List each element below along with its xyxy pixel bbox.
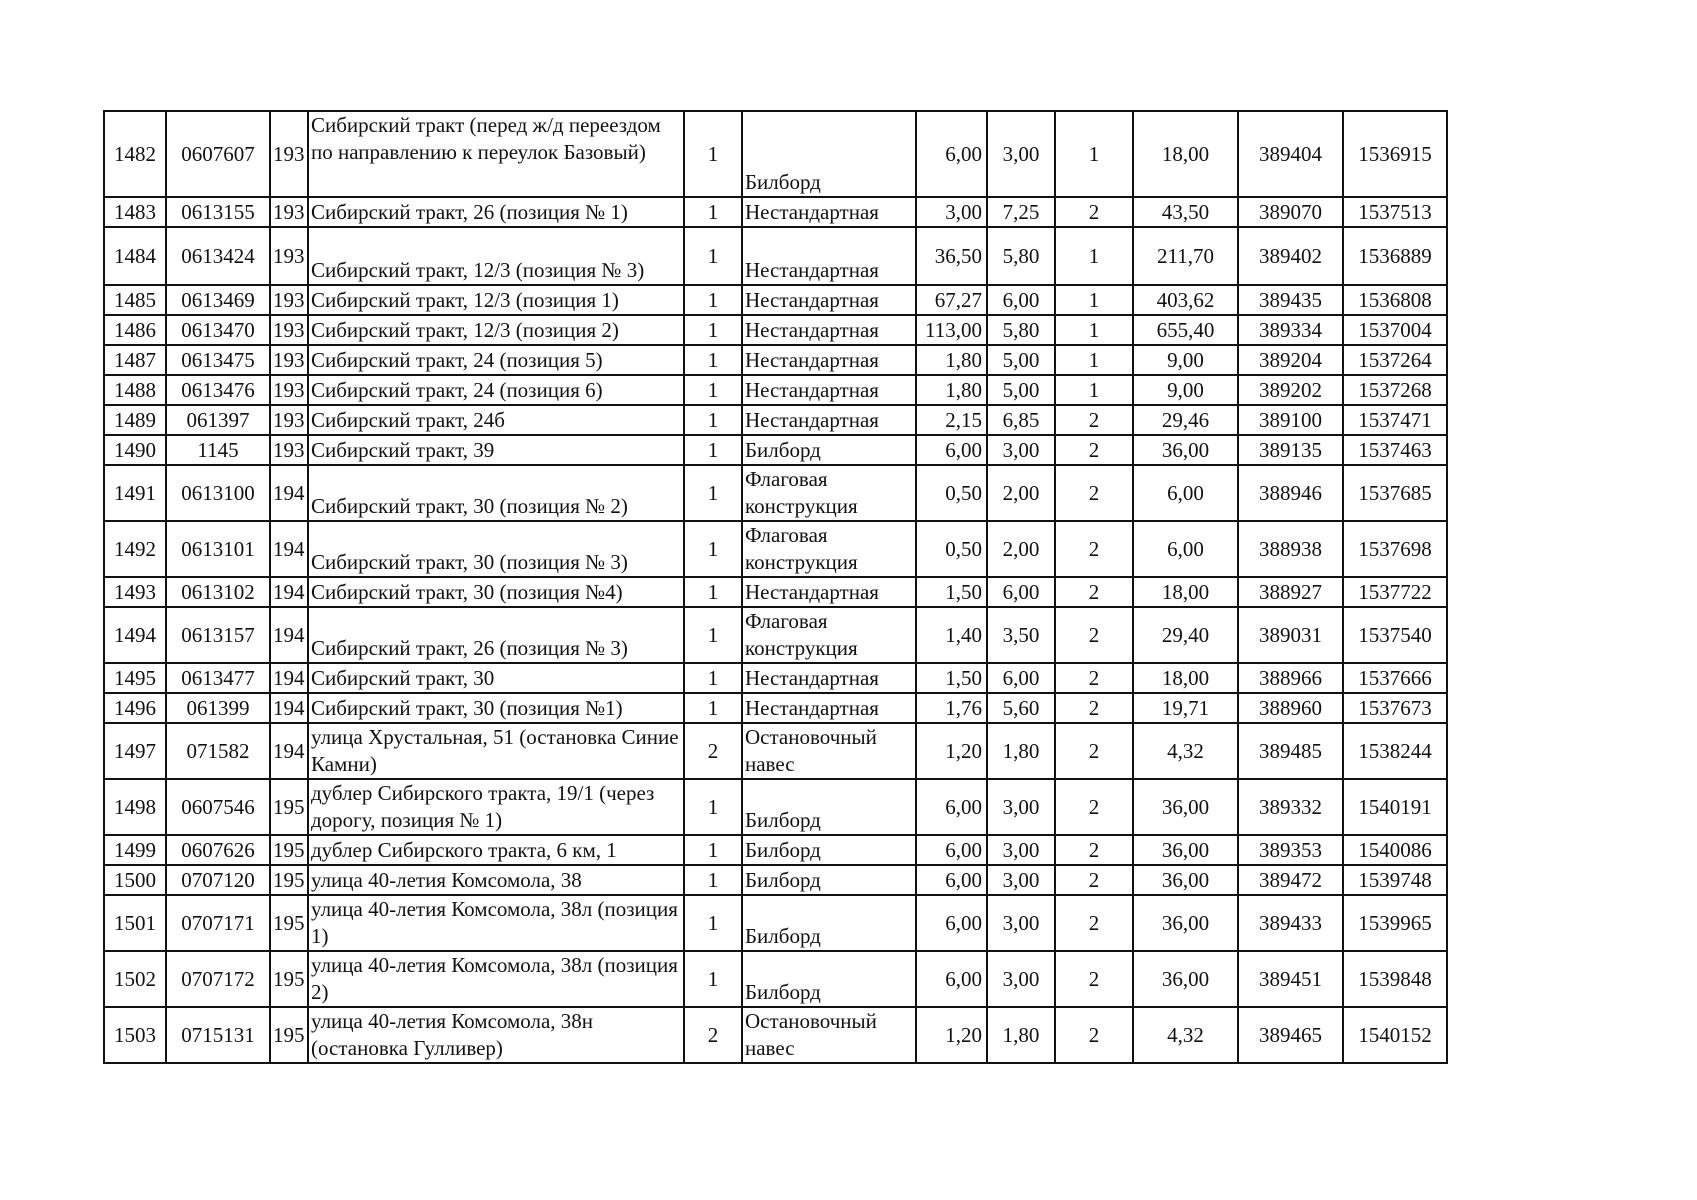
height: 3,00 bbox=[987, 835, 1055, 865]
page-number: 193 bbox=[270, 197, 308, 227]
width: 3,00 bbox=[916, 197, 987, 227]
table-row bbox=[104, 315, 1447, 345]
coord-x: 389402 bbox=[1238, 227, 1343, 285]
width: 113,00 bbox=[916, 315, 987, 345]
row-number: 1497 bbox=[104, 723, 166, 779]
table-row bbox=[104, 865, 1447, 895]
area: 36,00 bbox=[1133, 835, 1238, 865]
quantity: 1 bbox=[684, 607, 742, 663]
construction-type: Нестандартная bbox=[742, 345, 916, 375]
coord-x: 389135 bbox=[1238, 435, 1343, 465]
row-number: 1485 bbox=[104, 285, 166, 315]
page-number: 193 bbox=[270, 405, 308, 435]
width: 6,00 bbox=[916, 111, 987, 197]
width: 6,00 bbox=[916, 951, 987, 1007]
width: 1,76 bbox=[916, 693, 987, 723]
construction-type: Нестандартная bbox=[742, 375, 916, 405]
permit-code: 0613101 bbox=[166, 521, 270, 577]
sides: 1 bbox=[1055, 345, 1133, 375]
quantity: 1 bbox=[684, 197, 742, 227]
coord-x: 389353 bbox=[1238, 835, 1343, 865]
sides: 2 bbox=[1055, 405, 1133, 435]
coord-x: 388938 bbox=[1238, 521, 1343, 577]
table-row bbox=[104, 895, 1447, 951]
coord-x: 389404 bbox=[1238, 111, 1343, 197]
page-number: 193 bbox=[270, 375, 308, 405]
permit-code: 0613155 bbox=[166, 197, 270, 227]
coord-y: 1539748 bbox=[1343, 865, 1447, 895]
coord-y: 1536889 bbox=[1343, 227, 1447, 285]
width: 1,80 bbox=[916, 375, 987, 405]
construction-type: Флаговая конструкция bbox=[742, 521, 916, 577]
construction-type: Нестандартная bbox=[742, 227, 916, 285]
row-number: 1499 bbox=[104, 835, 166, 865]
row-number: 1483 bbox=[104, 197, 166, 227]
area: 18,00 bbox=[1133, 577, 1238, 607]
height: 3,00 bbox=[987, 865, 1055, 895]
area: 403,62 bbox=[1133, 285, 1238, 315]
sides: 2 bbox=[1055, 865, 1133, 895]
page-number: 195 bbox=[270, 865, 308, 895]
table-row bbox=[104, 663, 1447, 693]
table-row bbox=[104, 577, 1447, 607]
coord-x: 389451 bbox=[1238, 951, 1343, 1007]
registry-table bbox=[103, 110, 1448, 1064]
coord-y: 1537471 bbox=[1343, 405, 1447, 435]
address: Сибирский тракт, 24 (позиция 6) bbox=[308, 375, 684, 405]
row-number: 1489 bbox=[104, 405, 166, 435]
permit-code: 071582 bbox=[166, 723, 270, 779]
quantity: 1 bbox=[684, 435, 742, 465]
area: 36,00 bbox=[1133, 779, 1238, 835]
table-row bbox=[104, 375, 1447, 405]
sides: 2 bbox=[1055, 607, 1133, 663]
height: 1,80 bbox=[987, 1007, 1055, 1063]
height: 3,50 bbox=[987, 607, 1055, 663]
page-number: 195 bbox=[270, 779, 308, 835]
coord-y: 1539848 bbox=[1343, 951, 1447, 1007]
sides: 1 bbox=[1055, 285, 1133, 315]
page-number: 195 bbox=[270, 895, 308, 951]
address: Сибирский тракт, 30 (позиция № 3) bbox=[308, 521, 684, 577]
area: 36,00 bbox=[1133, 951, 1238, 1007]
quantity: 1 bbox=[684, 835, 742, 865]
address: Сибирский тракт, 24 (позиция 5) bbox=[308, 345, 684, 375]
height: 3,00 bbox=[987, 779, 1055, 835]
width: 1,50 bbox=[916, 663, 987, 693]
sides: 2 bbox=[1055, 693, 1133, 723]
address: Сибирский тракт, 30 (позиция № 2) bbox=[308, 465, 684, 521]
row-number: 1502 bbox=[104, 951, 166, 1007]
row-number: 1486 bbox=[104, 315, 166, 345]
height: 6,00 bbox=[987, 577, 1055, 607]
table-row bbox=[104, 723, 1447, 779]
construction-type: Флаговая конструкция bbox=[742, 465, 916, 521]
construction-type: Остановочный навес bbox=[742, 1007, 916, 1063]
quantity: 1 bbox=[684, 345, 742, 375]
address: улица 40-летия Комсомола, 38 bbox=[308, 865, 684, 895]
table-row bbox=[104, 435, 1447, 465]
page-number: 195 bbox=[270, 835, 308, 865]
table-row bbox=[104, 835, 1447, 865]
area: 4,32 bbox=[1133, 1007, 1238, 1063]
quantity: 1 bbox=[684, 663, 742, 693]
page-number: 193 bbox=[270, 285, 308, 315]
address: Сибирский тракт, 24б bbox=[308, 405, 684, 435]
quantity: 1 bbox=[684, 405, 742, 435]
address: дублер Сибирского тракта, 19/1 (через дорогу, позиция № 1) bbox=[308, 779, 684, 835]
coord-x: 389435 bbox=[1238, 285, 1343, 315]
address: Сибирский тракт, 39 bbox=[308, 435, 684, 465]
width: 1,20 bbox=[916, 723, 987, 779]
address: Сибирский тракт, 30 (позиция №4) bbox=[308, 577, 684, 607]
page-number: 194 bbox=[270, 577, 308, 607]
table-row bbox=[104, 951, 1447, 1007]
height: 6,00 bbox=[987, 663, 1055, 693]
sides: 2 bbox=[1055, 435, 1133, 465]
sides: 2 bbox=[1055, 663, 1133, 693]
sides: 1 bbox=[1055, 315, 1133, 345]
permit-code: 0715131 bbox=[166, 1007, 270, 1063]
coord-x: 389433 bbox=[1238, 895, 1343, 951]
permit-code: 0613157 bbox=[166, 607, 270, 663]
construction-type: Нестандартная bbox=[742, 577, 916, 607]
permit-code: 0613469 bbox=[166, 285, 270, 315]
coord-x: 389465 bbox=[1238, 1007, 1343, 1063]
area: 6,00 bbox=[1133, 521, 1238, 577]
coord-y: 1537685 bbox=[1343, 465, 1447, 521]
row-number: 1492 bbox=[104, 521, 166, 577]
row-number: 1491 bbox=[104, 465, 166, 521]
area: 6,00 bbox=[1133, 465, 1238, 521]
page-number: 194 bbox=[270, 607, 308, 663]
row-number: 1498 bbox=[104, 779, 166, 835]
address: Сибирский тракт, 30 bbox=[308, 663, 684, 693]
area: 36,00 bbox=[1133, 435, 1238, 465]
address: улица 40-летия Комсомола, 38н (остановка Гулливер) bbox=[308, 1007, 684, 1063]
permit-code: 0613102 bbox=[166, 577, 270, 607]
sides: 1 bbox=[1055, 375, 1133, 405]
page-number: 193 bbox=[270, 227, 308, 285]
construction-type: Билборд bbox=[742, 895, 916, 951]
height: 5,80 bbox=[987, 227, 1055, 285]
width: 36,50 bbox=[916, 227, 987, 285]
row-number: 1487 bbox=[104, 345, 166, 375]
sides: 2 bbox=[1055, 577, 1133, 607]
quantity: 1 bbox=[684, 315, 742, 345]
coord-y: 1537722 bbox=[1343, 577, 1447, 607]
address: улица 40-летия Комсомола, 38л (позиция 2) bbox=[308, 951, 684, 1007]
row-number: 1493 bbox=[104, 577, 166, 607]
width: 1,80 bbox=[916, 345, 987, 375]
coord-x: 388927 bbox=[1238, 577, 1343, 607]
coord-y: 1539965 bbox=[1343, 895, 1447, 951]
coord-y: 1537666 bbox=[1343, 663, 1447, 693]
table-row bbox=[104, 1007, 1447, 1063]
coord-x: 389334 bbox=[1238, 315, 1343, 345]
row-number: 1488 bbox=[104, 375, 166, 405]
table-row bbox=[104, 227, 1447, 285]
permit-code: 061399 bbox=[166, 693, 270, 723]
height: 3,00 bbox=[987, 951, 1055, 1007]
address: улица Хрустальная, 51 (остановка Синие Камни) bbox=[308, 723, 684, 779]
width: 0,50 bbox=[916, 465, 987, 521]
height: 6,85 bbox=[987, 405, 1055, 435]
area: 29,46 bbox=[1133, 405, 1238, 435]
address: улица 40-летия Комсомола, 38л (позиция 1) bbox=[308, 895, 684, 951]
construction-type: Нестандартная bbox=[742, 285, 916, 315]
coord-x: 389472 bbox=[1238, 865, 1343, 895]
quantity: 1 bbox=[684, 375, 742, 405]
coord-x: 388960 bbox=[1238, 693, 1343, 723]
coord-y: 1538244 bbox=[1343, 723, 1447, 779]
height: 3,00 bbox=[987, 111, 1055, 197]
permit-code: 0607626 bbox=[166, 835, 270, 865]
address: Сибирский тракт (перед ж/д переездом по направлению к переулок Базовый) bbox=[308, 111, 684, 197]
page-number: 194 bbox=[270, 723, 308, 779]
height: 5,60 bbox=[987, 693, 1055, 723]
quantity: 1 bbox=[684, 951, 742, 1007]
coord-y: 1536915 bbox=[1343, 111, 1447, 197]
row-number: 1482 bbox=[104, 111, 166, 197]
area: 211,70 bbox=[1133, 227, 1238, 285]
address: Сибирский тракт, 26 (позиция № 3) bbox=[308, 607, 684, 663]
sides: 2 bbox=[1055, 951, 1133, 1007]
height: 2,00 bbox=[987, 521, 1055, 577]
page-number: 194 bbox=[270, 521, 308, 577]
row-number: 1484 bbox=[104, 227, 166, 285]
area: 655,40 bbox=[1133, 315, 1238, 345]
table-row bbox=[104, 197, 1447, 227]
height: 2,00 bbox=[987, 465, 1055, 521]
quantity: 1 bbox=[684, 779, 742, 835]
area: 18,00 bbox=[1133, 111, 1238, 197]
page-number: 194 bbox=[270, 693, 308, 723]
construction-type: Остановочный навес bbox=[742, 723, 916, 779]
table-row bbox=[104, 521, 1447, 577]
row-number: 1503 bbox=[104, 1007, 166, 1063]
coord-y: 1540152 bbox=[1343, 1007, 1447, 1063]
width: 67,27 bbox=[916, 285, 987, 315]
construction-type: Билборд bbox=[742, 835, 916, 865]
width: 1,40 bbox=[916, 607, 987, 663]
table-row bbox=[104, 607, 1447, 663]
quantity: 1 bbox=[684, 285, 742, 315]
permit-code: 0613475 bbox=[166, 345, 270, 375]
construction-type: Нестандартная bbox=[742, 315, 916, 345]
height: 3,00 bbox=[987, 895, 1055, 951]
construction-type: Нестандартная bbox=[742, 405, 916, 435]
quantity: 1 bbox=[684, 227, 742, 285]
construction-type: Билборд bbox=[742, 435, 916, 465]
quantity: 1 bbox=[684, 895, 742, 951]
area: 36,00 bbox=[1133, 895, 1238, 951]
coord-x: 388966 bbox=[1238, 663, 1343, 693]
coord-x: 388946 bbox=[1238, 465, 1343, 521]
table-row bbox=[104, 465, 1447, 521]
sides: 1 bbox=[1055, 227, 1133, 285]
coord-x: 389204 bbox=[1238, 345, 1343, 375]
address: Сибирский тракт, 12/3 (позиция 1) bbox=[308, 285, 684, 315]
row-number: 1501 bbox=[104, 895, 166, 951]
page-number: 193 bbox=[270, 315, 308, 345]
quantity: 1 bbox=[684, 521, 742, 577]
page-number: 194 bbox=[270, 663, 308, 693]
width: 6,00 bbox=[916, 895, 987, 951]
sides: 2 bbox=[1055, 779, 1133, 835]
coord-x: 389485 bbox=[1238, 723, 1343, 779]
area: 43,50 bbox=[1133, 197, 1238, 227]
width: 0,50 bbox=[916, 521, 987, 577]
sides: 2 bbox=[1055, 723, 1133, 779]
coord-x: 389202 bbox=[1238, 375, 1343, 405]
construction-type: Нестандартная bbox=[742, 693, 916, 723]
area: 19,71 bbox=[1133, 693, 1238, 723]
construction-type: Флаговая конструкция bbox=[742, 607, 916, 663]
row-number: 1490 bbox=[104, 435, 166, 465]
quantity: 1 bbox=[684, 111, 742, 197]
permit-code: 0707171 bbox=[166, 895, 270, 951]
sides: 2 bbox=[1055, 521, 1133, 577]
construction-type: Нестандартная bbox=[742, 197, 916, 227]
page-number: 193 bbox=[270, 111, 308, 197]
address: Сибирский тракт, 12/3 (позиция № 3) bbox=[308, 227, 684, 285]
sides: 1 bbox=[1055, 111, 1133, 197]
width: 1,20 bbox=[916, 1007, 987, 1063]
page-number: 195 bbox=[270, 951, 308, 1007]
area: 36,00 bbox=[1133, 865, 1238, 895]
quantity: 1 bbox=[684, 577, 742, 607]
address: Сибирский тракт, 12/3 (позиция 2) bbox=[308, 315, 684, 345]
coord-x: 389070 bbox=[1238, 197, 1343, 227]
area: 18,00 bbox=[1133, 663, 1238, 693]
table-row bbox=[104, 111, 1447, 197]
coord-y: 1537673 bbox=[1343, 693, 1447, 723]
coord-y: 1537513 bbox=[1343, 197, 1447, 227]
coord-y: 1540086 bbox=[1343, 835, 1447, 865]
permit-code: 0613470 bbox=[166, 315, 270, 345]
construction-type: Билборд bbox=[742, 779, 916, 835]
area: 9,00 bbox=[1133, 345, 1238, 375]
permit-code: 0613477 bbox=[166, 663, 270, 693]
table-row bbox=[104, 405, 1447, 435]
coord-y: 1540191 bbox=[1343, 779, 1447, 835]
coord-x: 389031 bbox=[1238, 607, 1343, 663]
sides: 2 bbox=[1055, 465, 1133, 521]
permit-code: 0613476 bbox=[166, 375, 270, 405]
permit-code: 0607607 bbox=[166, 111, 270, 197]
permit-code: 061397 bbox=[166, 405, 270, 435]
permit-code: 0707120 bbox=[166, 865, 270, 895]
permit-code: 0707172 bbox=[166, 951, 270, 1007]
construction-type: Нестандартная bbox=[742, 663, 916, 693]
height: 5,00 bbox=[987, 375, 1055, 405]
height: 7,25 bbox=[987, 197, 1055, 227]
construction-type: Билборд bbox=[742, 951, 916, 1007]
coord-x: 389100 bbox=[1238, 405, 1343, 435]
sides: 2 bbox=[1055, 835, 1133, 865]
width: 6,00 bbox=[916, 779, 987, 835]
width: 1,50 bbox=[916, 577, 987, 607]
construction-type: Билборд bbox=[742, 111, 916, 197]
area: 29,40 bbox=[1133, 607, 1238, 663]
table-row bbox=[104, 345, 1447, 375]
sides: 2 bbox=[1055, 895, 1133, 951]
sides: 2 bbox=[1055, 1007, 1133, 1063]
page-number: 195 bbox=[270, 1007, 308, 1063]
area: 4,32 bbox=[1133, 723, 1238, 779]
row-number: 1496 bbox=[104, 693, 166, 723]
coord-y: 1537004 bbox=[1343, 315, 1447, 345]
row-number: 1494 bbox=[104, 607, 166, 663]
table-row bbox=[104, 285, 1447, 315]
permit-code: 0613424 bbox=[166, 227, 270, 285]
page-number: 194 bbox=[270, 465, 308, 521]
width: 6,00 bbox=[916, 435, 987, 465]
coord-y: 1536808 bbox=[1343, 285, 1447, 315]
permit-code: 0613100 bbox=[166, 465, 270, 521]
quantity: 1 bbox=[684, 865, 742, 895]
table-row bbox=[104, 779, 1447, 835]
coord-y: 1537268 bbox=[1343, 375, 1447, 405]
height: 5,00 bbox=[987, 345, 1055, 375]
height: 6,00 bbox=[987, 285, 1055, 315]
width: 6,00 bbox=[916, 865, 987, 895]
quantity: 1 bbox=[684, 693, 742, 723]
coord-y: 1537698 bbox=[1343, 521, 1447, 577]
height: 3,00 bbox=[987, 435, 1055, 465]
address: Сибирский тракт, 26 (позиция № 1) bbox=[308, 197, 684, 227]
coord-x: 389332 bbox=[1238, 779, 1343, 835]
coord-y: 1537463 bbox=[1343, 435, 1447, 465]
coord-y: 1537540 bbox=[1343, 607, 1447, 663]
sides: 2 bbox=[1055, 197, 1133, 227]
table-row bbox=[104, 693, 1447, 723]
address: дублер Сибирского тракта, 6 км, 1 bbox=[308, 835, 684, 865]
width: 6,00 bbox=[916, 835, 987, 865]
height: 5,80 bbox=[987, 315, 1055, 345]
permit-code: 1145 bbox=[166, 435, 270, 465]
address: Сибирский тракт, 30 (позиция №1) bbox=[308, 693, 684, 723]
area: 9,00 bbox=[1133, 375, 1238, 405]
width: 2,15 bbox=[916, 405, 987, 435]
coord-y: 1537264 bbox=[1343, 345, 1447, 375]
row-number: 1500 bbox=[104, 865, 166, 895]
quantity: 2 bbox=[684, 723, 742, 779]
construction-type: Билборд bbox=[742, 865, 916, 895]
height: 1,80 bbox=[987, 723, 1055, 779]
row-number: 1495 bbox=[104, 663, 166, 693]
quantity: 1 bbox=[684, 465, 742, 521]
page-number: 193 bbox=[270, 345, 308, 375]
page-number: 193 bbox=[270, 435, 308, 465]
permit-code: 0607546 bbox=[166, 779, 270, 835]
quantity: 2 bbox=[684, 1007, 742, 1063]
